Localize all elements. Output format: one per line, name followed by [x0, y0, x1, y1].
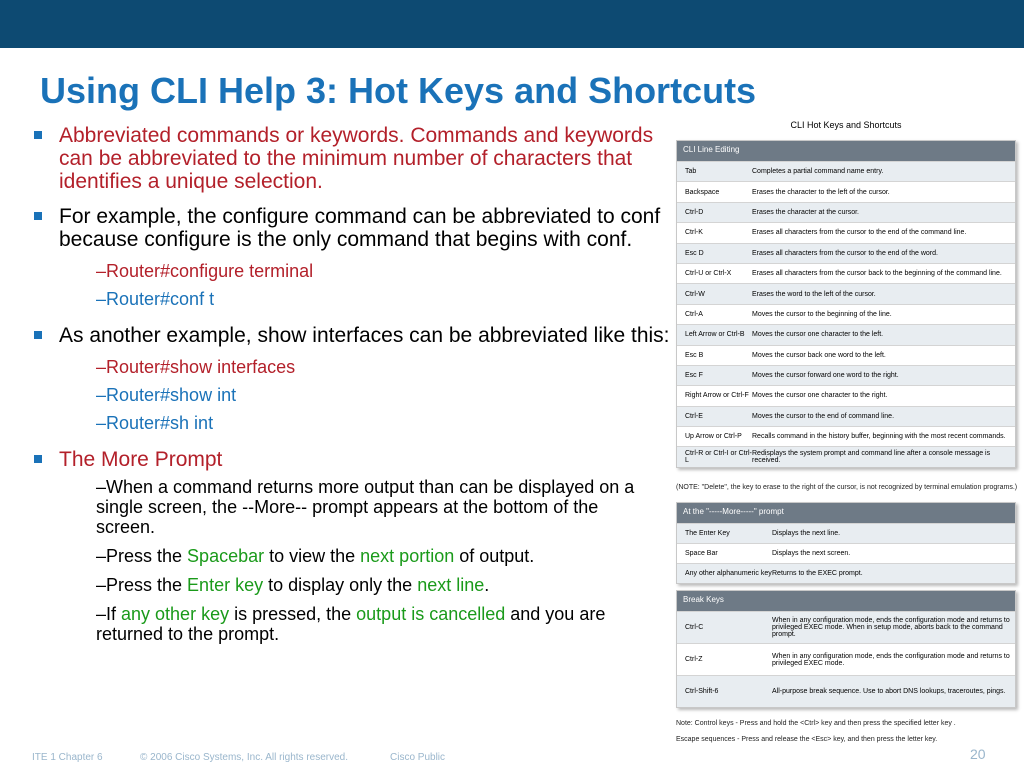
table-header: Break Keys — [677, 591, 1015, 611]
shortcut-key: Ctrl-W — [685, 290, 705, 298]
delete-note: (NOTE: "Delete", the key to erase to the right of the cursor, is not recognized by terminal emulation programs.) — [676, 484, 1018, 491]
shortcut-key: Ctrl-Z — [685, 656, 703, 663]
more-item: –Press the Enter key to display only the next line. — [96, 575, 490, 595]
shortcut-key: Ctrl-U or Ctrl-X — [685, 270, 732, 278]
shortcut-key: Ctrl-A — [685, 310, 703, 318]
table-row — [677, 243, 1015, 263]
table-header: CLI Line Editing — [677, 141, 1015, 161]
bullet-marker-icon — [34, 131, 42, 139]
table-row — [677, 263, 1015, 283]
shortcut-description: Erases the character at the cursor. — [752, 208, 859, 216]
shortcut-key: The Enter Key — [685, 530, 730, 537]
shortcut-key: Esc F — [685, 372, 703, 380]
table-row — [677, 345, 1015, 365]
shortcut-key: Esc B — [685, 351, 704, 359]
bullet-more-prompt: The More Prompt — [32, 448, 672, 471]
shortcut-description: When in any configuration mode, ends the configuration mode and returns to privileged EXEC mode. — [772, 652, 1010, 667]
shortcut-description: Redisplays the system prompt and command line after a console message is received. — [752, 450, 991, 465]
shortcut-key: Ctrl-R or Ctrl-I or Ctrl-L — [685, 450, 752, 465]
shortcut-description: Erases the word to the left of the cursor. — [752, 290, 876, 298]
table-row — [677, 365, 1015, 385]
more-item: –If any other key is pressed, the output is cancelled and you are returned to the prompt. — [96, 604, 606, 644]
shortcut-description: All-purpose break sequence. Use to abort DNS lookups, traceroutes, pings. — [772, 688, 1006, 695]
table-row — [677, 523, 1015, 543]
table-header: At the "-----More-----" prompt — [677, 503, 1015, 523]
shortcut-key: Ctrl-C — [685, 624, 704, 631]
footer-classification: Cisco Public — [390, 752, 446, 763]
header-bar — [0, 0, 1024, 48]
footer-course: ITE 1 Chapter 6 — [32, 752, 103, 763]
table-row — [677, 543, 1015, 563]
bullet-marker-icon — [34, 455, 42, 463]
break-keys-table — [676, 590, 1016, 708]
sub-item: –Router#show int — [96, 385, 237, 405]
shortcut-description: Moves the cursor back one word to the left. — [752, 351, 886, 359]
shortcut-description: Erases all characters from the cursor to the end of the word. — [752, 249, 938, 257]
shortcut-key: Right Arrow or Ctrl-F — [685, 392, 749, 400]
shortcut-description: Moves the cursor to the beginning of the line. — [752, 310, 892, 318]
sub-item: –Router#configure terminal — [96, 261, 314, 281]
shortcut-description: Displays the next line. — [772, 530, 841, 537]
control-keys-note: Note: Control keys - Press and hold the <Ctrl> key and then press the specified letter key . — [676, 720, 956, 727]
shortcut-description: Displays the next screen. — [772, 550, 851, 557]
shortcut-key: Ctrl-K — [685, 229, 703, 237]
shortcut-key: Up Arrow or Ctrl-P — [685, 433, 742, 441]
table-row — [677, 385, 1015, 405]
bullet-example-show: As another example, show interfaces can be abbreviated like this: — [32, 324, 672, 347]
table-row — [677, 222, 1015, 242]
shortcut-key: Any other alphanumeric key — [685, 570, 772, 577]
table-row — [677, 446, 1015, 466]
shortcut-description: Moves the cursor to the end of command line. — [752, 412, 895, 420]
shortcut-description: Moves the cursor forward one word to the right. — [752, 372, 899, 380]
page-number: 20 — [970, 746, 986, 762]
sub-item: –Router#show interfaces — [96, 357, 296, 377]
slide-body — [32, 124, 672, 653]
shortcut-description: When in any configuration mode, ends the configuration mode and returns to privileged EXEC mode. When in setup mode, aborts back to the command prompt. — [772, 617, 1010, 638]
table-row — [677, 426, 1015, 446]
shortcut-key: Esc D — [685, 249, 704, 257]
table-row — [677, 304, 1015, 324]
shortcut-description: Returns to the EXEC prompt. — [772, 570, 863, 577]
more-item: –Press the Spacebar to view the next portion of output. — [96, 546, 535, 566]
shortcut-description: Completes a partial command name entry. — [752, 168, 884, 176]
shortcut-description: Recalls command in the history buffer, beginning with the most recent commands. — [752, 433, 1006, 441]
escape-sequences-note: Escape sequences - Press and release the <Esc> key, and then press the letter key. — [676, 736, 938, 743]
shortcut-description: Moves the cursor one character to the right. — [752, 392, 888, 400]
bullet-marker-icon — [34, 212, 42, 220]
bullet-marker-icon — [34, 331, 42, 339]
sub-item: –Router#conf t — [96, 289, 215, 309]
sub-item: –Router#sh int — [96, 413, 214, 433]
shortcut-description: Moves the cursor one character to the left. — [752, 331, 884, 339]
shortcut-description: Erases all characters from the cursor back to the beginning of the command line. — [752, 270, 1002, 278]
footer-copyright: © 2006 Cisco Systems, Inc. All rights reserved. — [140, 752, 349, 763]
bullet-abbreviated: Abbreviated commands or keywords. Commands and keywords can be abbreviated to the minimum number of characters that identifies a unique selection. — [32, 124, 672, 193]
figure-title: CLI Hot Keys and Shortcuts — [790, 120, 902, 130]
more-item: –When a command returns more output than can be displayed on a single screen, the --More-- prompt appears at the bottom of the screen. — [96, 477, 635, 537]
table-row — [677, 643, 1015, 675]
shortcut-description: Erases the character to the left of the cursor. — [752, 188, 890, 196]
table-row — [677, 161, 1015, 181]
table-row — [677, 611, 1015, 643]
shortcut-key: Ctrl-E — [685, 412, 703, 420]
shortcut-key: Ctrl-Shift-6 — [685, 688, 719, 695]
table-row — [677, 181, 1015, 201]
table-row — [677, 202, 1015, 222]
shortcut-key: Backspace — [685, 188, 720, 196]
shortcut-key: Left Arrow or Ctrl-B — [685, 331, 745, 339]
line-editing-table — [676, 140, 1016, 468]
table-row — [677, 283, 1015, 303]
bullet-example-configure: For example, the configure command can be abbreviated to conf because configure is the only command that begins with conf. — [32, 205, 672, 251]
shortcut-key: Tab — [685, 168, 697, 176]
shortcut-key: Ctrl-D — [685, 208, 704, 216]
shortcut-description: Erases all characters from the cursor to the end of the command line. — [752, 229, 967, 237]
shortcut-key: Space Bar — [685, 550, 718, 557]
table-row — [677, 324, 1015, 344]
page-title: Using CLI Help 3: Hot Keys and Shortcuts — [40, 70, 757, 111]
table-row — [677, 675, 1015, 707]
more-prompt-table — [676, 502, 1016, 584]
table-row — [677, 406, 1015, 426]
table-row — [677, 563, 1015, 583]
